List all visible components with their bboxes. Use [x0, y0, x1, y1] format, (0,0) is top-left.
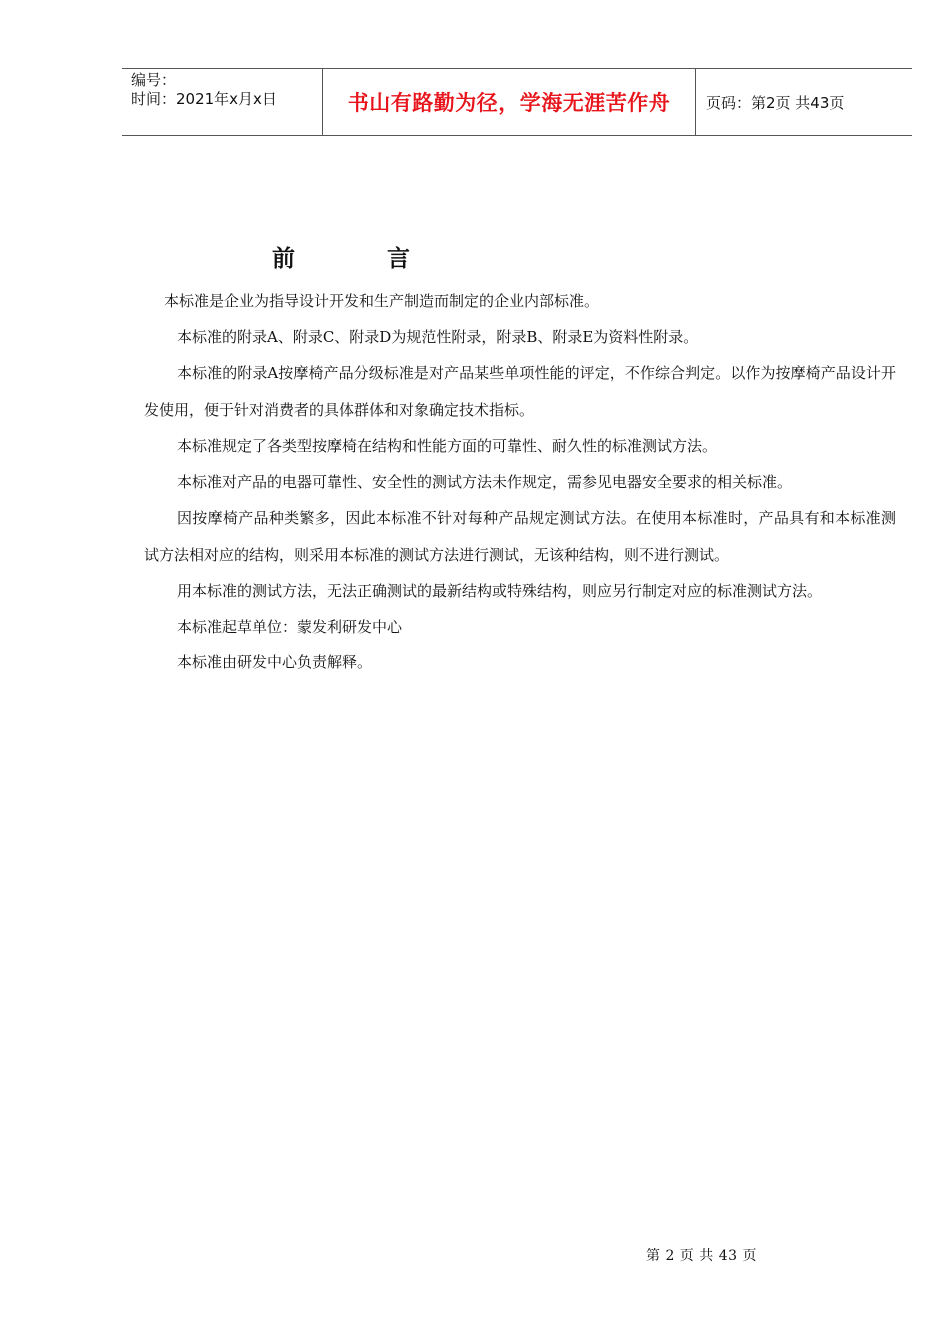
- footer-page-number: 第 2 页 共 43 页: [646, 1248, 757, 1264]
- paragraph-3: 本标准的附录A按摩椅产品分级标准是对产品某些单项性能的评定，不作综合判定。以作为按摩椅产品设计开发使用，便于针对消费者的具体群体和对象确定技术指标。: [144, 364, 896, 419]
- paragraph-8: 本标准起草单位：蒙发利研发中心: [177, 617, 403, 636]
- header-meta-cell: [122, 69, 323, 135]
- paragraph-6: 因按摩椅产品种类繁多，因此本标准不针对每种产品规定测试方法。在使用本标准时，产品具有和本标准测试方法相对应的结构，则采用本标准的测试方法进行测试，无该种结构，则不进行测试。: [144, 509, 896, 564]
- paragraph-5: 本标准对产品的电器可靠性、安全性的测试方法未作规定，需参见电器安全要求的相关标准。: [177, 472, 793, 491]
- title-part-1: 前: [272, 246, 295, 272]
- paragraph-2: 本标准的附录A、附录C、附录D为规范性附录，附录B、附录E为资料性附录。: [177, 327, 699, 346]
- page-footer: [646, 1245, 757, 1265]
- paragraph-9: 本标准由研发中心负责解释。: [177, 653, 373, 671]
- page-info: 页码：第2页 共43页: [706, 93, 845, 112]
- title-part-2: 言: [387, 246, 410, 272]
- paragraph-1: 本标准是企业为指导设计开发和生产制造而制定的企业内部标准。: [164, 292, 600, 310]
- motto-text: 书山有路勤为径，学海无涯苦作舟: [347, 91, 671, 115]
- page-header: [122, 68, 912, 136]
- preface-body: [144, 284, 896, 681]
- time-label: 时间：2021年x月x日: [131, 90, 277, 108]
- header-motto-cell: [323, 69, 696, 135]
- document-title: [272, 240, 410, 273]
- paragraph-7: 用本标准的测试方法，无法正确测试的最新结构或特殊结构，则应另行制定对应的标准测试方法。: [177, 582, 823, 600]
- header-page-cell: [696, 69, 912, 135]
- serial-number-label: 编号：: [131, 71, 177, 89]
- paragraph-4: 本标准规定了各类型按摩椅在结构和性能方面的可靠性、耐久性的标准测试方法。: [177, 437, 718, 455]
